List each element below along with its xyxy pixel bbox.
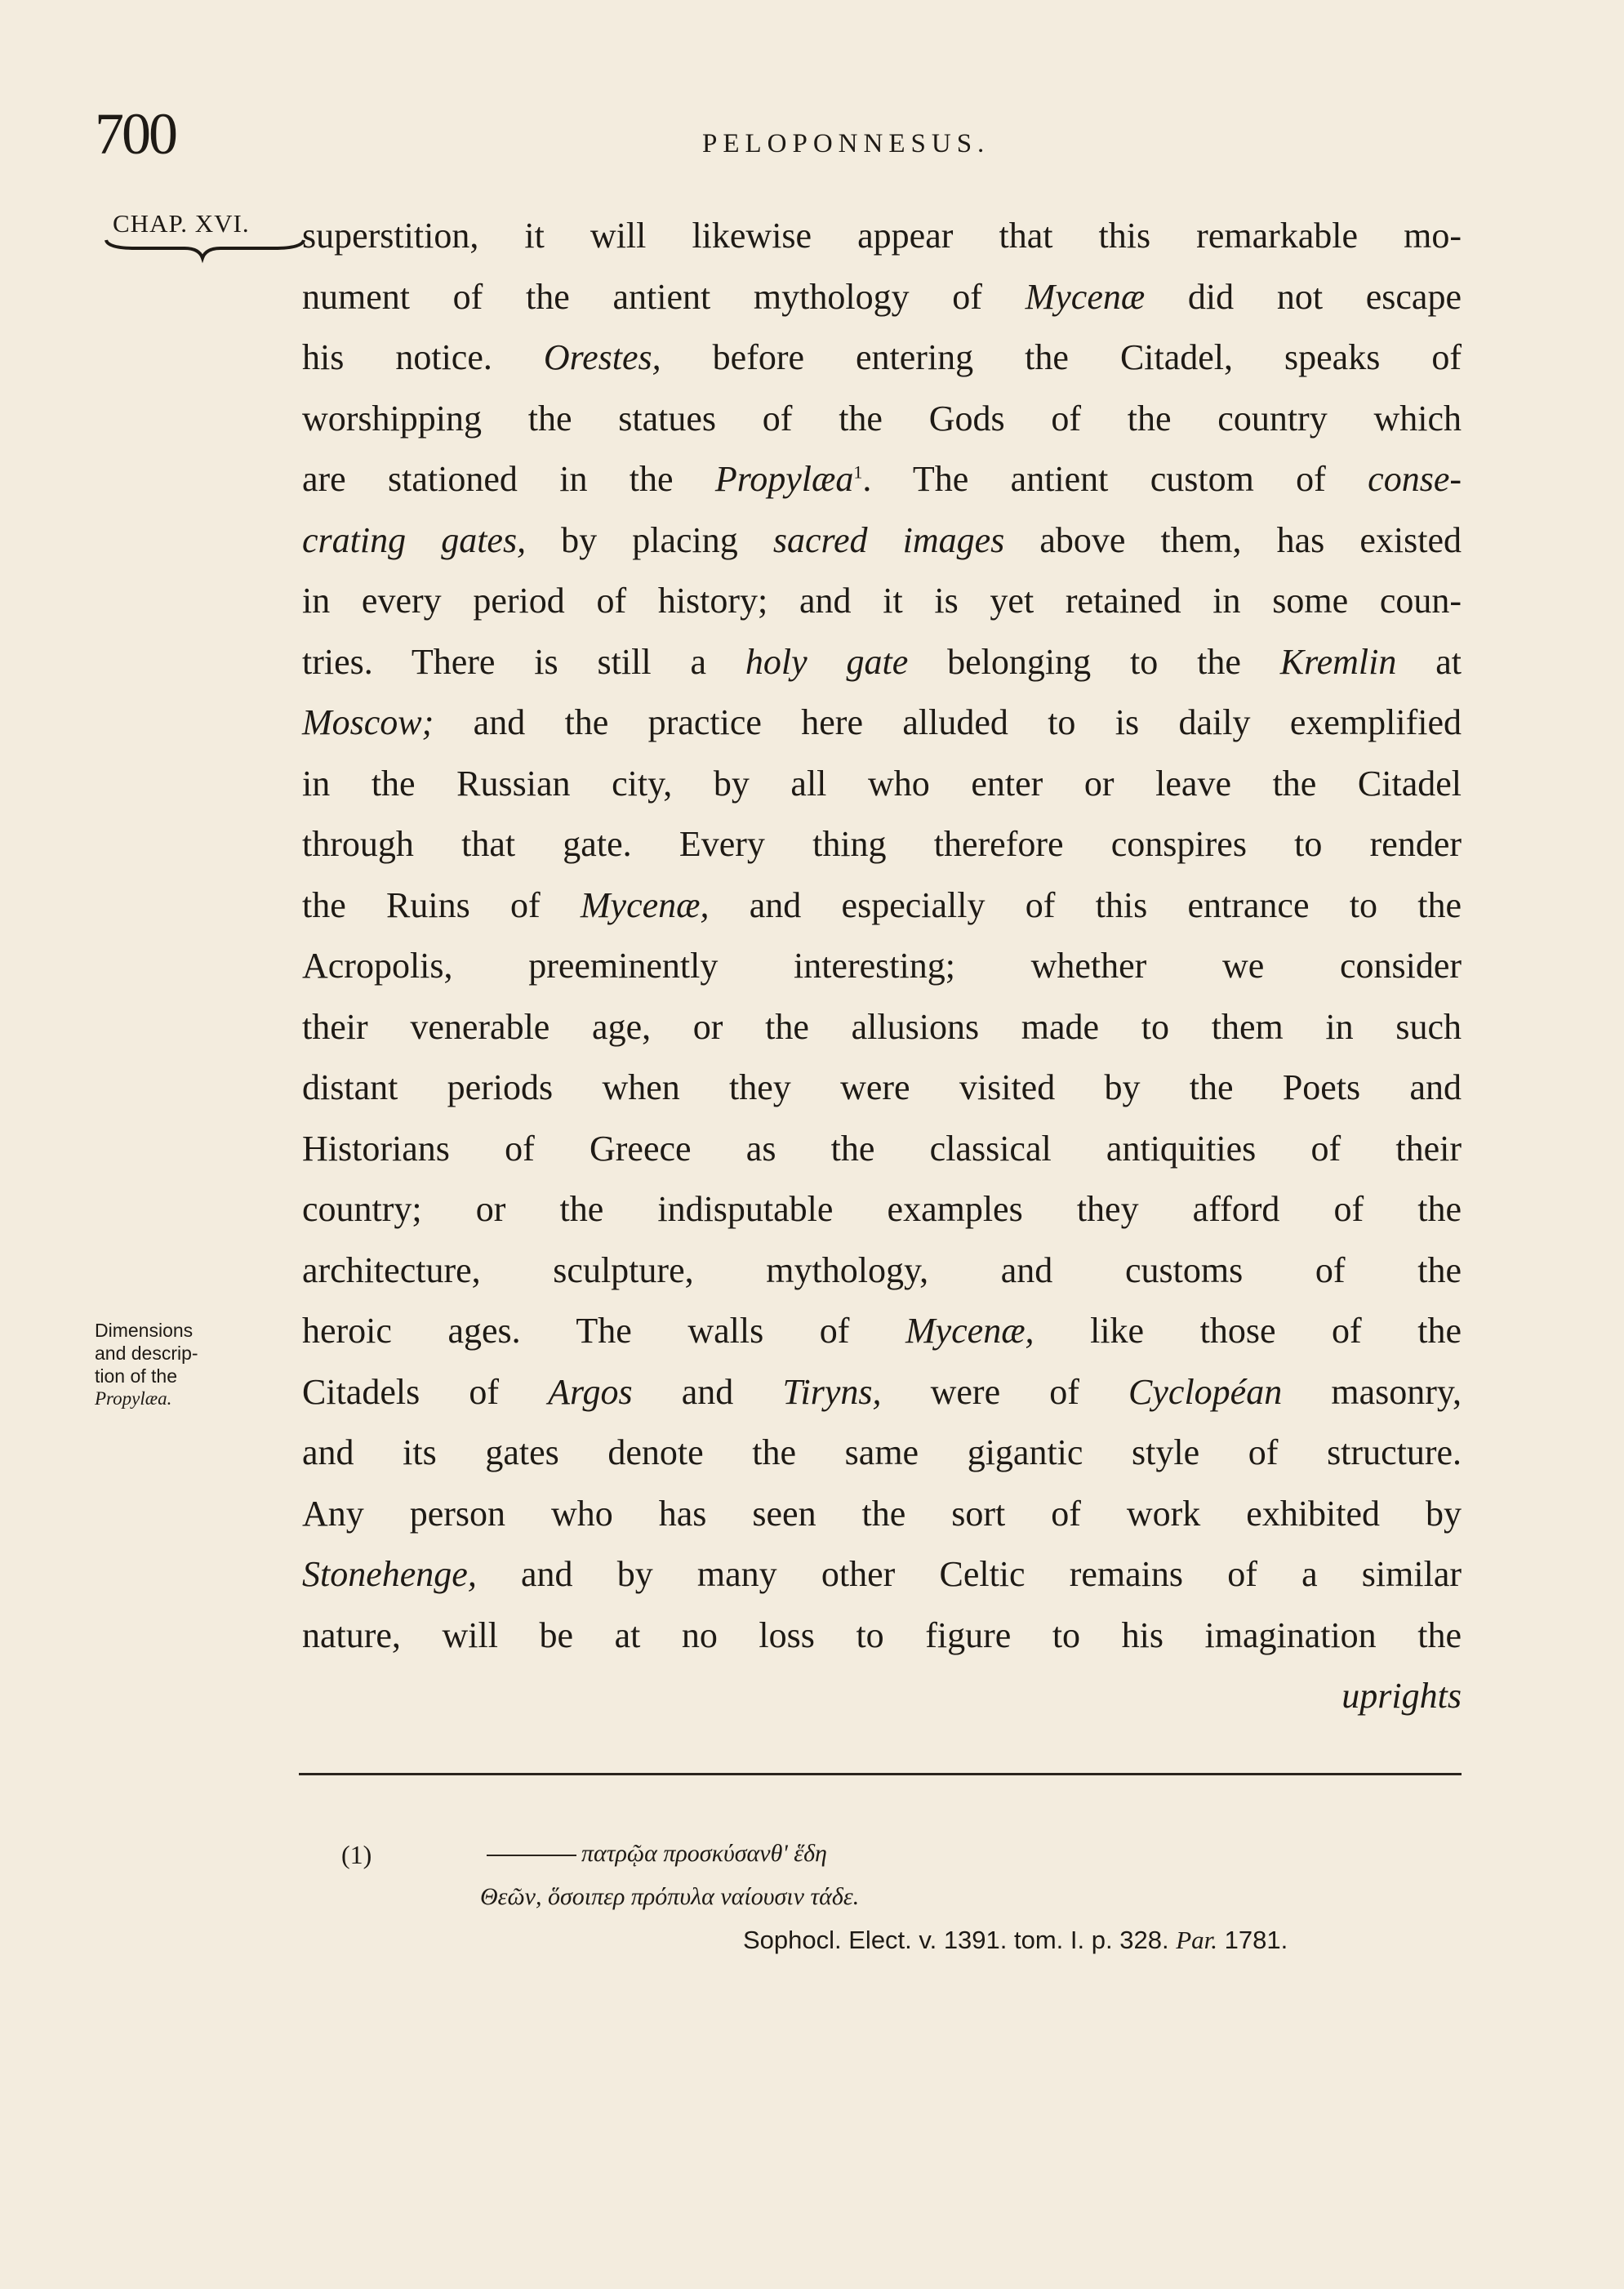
italic-run: Stonehenge, (302, 1554, 477, 1594)
text-run: his notice. (302, 337, 544, 377)
text-run: Historians of Greece as the classical antiquities of their (302, 1128, 1462, 1169)
text-line (302, 1423, 1462, 1484)
text-run: . The antient custom of (862, 459, 1368, 499)
text-run: distant periods when they were visited by the Poets and (302, 1067, 1462, 1107)
text-run: are stationed in the (302, 459, 715, 499)
text-line (302, 327, 1462, 389)
margin-note (95, 1319, 198, 1410)
text-run: through that gate. Every thing therefore conspires to render (302, 824, 1462, 864)
text-run: their venerable age, or the allusions made to them in such (302, 1006, 1462, 1047)
text-run: belonging to the (908, 641, 1280, 682)
text-run: above them, has existed (1004, 519, 1462, 560)
text-line (302, 936, 1462, 997)
margin-note-line: Propylæa. (95, 1388, 172, 1409)
italic-run: sacred images (772, 519, 1005, 560)
body-text (302, 206, 1462, 1727)
text-line (302, 1179, 1462, 1240)
text-run: by placing (526, 519, 773, 560)
text-run: the Ruins of (302, 884, 581, 925)
text-line (302, 449, 1462, 510)
italic-run: Mycenæ (1025, 276, 1146, 317)
text-line (302, 1484, 1462, 1545)
italic-run: Moscow; (302, 702, 434, 742)
text-line (302, 997, 1462, 1058)
italic-run: Tiryns, (782, 1371, 882, 1412)
text-line (302, 1362, 1462, 1423)
text-line (302, 692, 1462, 754)
text-run: nature, will be at no loss to figure to his imagination the (302, 1614, 1462, 1655)
citation-italic: Par. (1176, 1926, 1218, 1954)
text-run: before entering the Citadel, speaks of (661, 337, 1462, 377)
text-run: at (1396, 641, 1462, 682)
text-line (302, 814, 1462, 875)
text-run: like those of the (1034, 1311, 1462, 1351)
italic-run: conse- (1368, 459, 1462, 499)
footnote-greek-line: πατρῷα προσκύσανθ' ἕδη (581, 1840, 827, 1867)
text-line (302, 510, 1462, 572)
text-run: superstition, it will likewise appear that this remarkable mo- (302, 216, 1462, 256)
footnote-rule (299, 1773, 1462, 1775)
italic-run: Mycenæ, (905, 1311, 1034, 1351)
footnote-dash (487, 1855, 576, 1856)
text-run: Acropolis, preeminently interesting; whether we consider (302, 946, 1462, 986)
text-line (302, 632, 1462, 693)
text-line (302, 754, 1462, 815)
text-run: and especially of this entrance to the (709, 884, 1462, 925)
text-line (302, 1058, 1462, 1119)
text-line (302, 267, 1462, 328)
text-run: did not escape (1145, 276, 1462, 317)
text-run: country; or the indisputable examples they afford of the (302, 1189, 1462, 1229)
citation-text: Sophocl. Elect. v. 1391. tom. I. p. 328. (743, 1926, 1169, 1954)
footnote-number: (1) (341, 1840, 372, 1869)
text-run: in the Russian city, by all who enter or leave the Citadel (302, 763, 1462, 804)
running-title: PELOPONNESUS. (702, 129, 990, 158)
italic-run: Cyclopéan (1128, 1371, 1283, 1412)
text-run: and (632, 1371, 783, 1412)
text-line (302, 875, 1462, 937)
text-line (302, 1605, 1462, 1667)
text-line (302, 1301, 1462, 1362)
page-number: 700 (95, 101, 176, 167)
text-line (302, 1119, 1462, 1180)
italic-run: Kremlin (1279, 641, 1397, 682)
text-line (302, 1666, 1462, 1727)
chapter-marker: CHAP. XVI. (113, 209, 250, 238)
text-line (302, 389, 1462, 450)
text-run: and its gates denote the same gigantic style of structure. (302, 1432, 1462, 1472)
text-run: Any person who has seen the sort of work exhibited by (302, 1493, 1462, 1534)
text-run: in every period of history; and it is yet retained in some coun- (302, 581, 1462, 621)
italic-run: Argos (548, 1371, 633, 1412)
margin-note-line: Dimensions (95, 1320, 194, 1341)
text-line (302, 206, 1462, 267)
text-run: Citadels of (302, 1371, 549, 1412)
margin-note-line: tion of the (95, 1365, 178, 1387)
text-run: tries. There is still a (302, 641, 745, 682)
footnote-citation (743, 1927, 1288, 1953)
italic-run: crating gates, (302, 519, 527, 560)
text-run: architecture, sculpture, mythology, and customs of the (302, 1249, 1462, 1290)
footnote-greek-line: Θεῶν, ὅσοιπερ πρόπυλα ναίουσιν τάδε. (480, 1883, 860, 1910)
text-run: and by many other Celtic remains of a similar (476, 1554, 1462, 1594)
chapter-brace (103, 237, 307, 269)
text-run: worshipping the statues of the Gods of the country which (302, 398, 1462, 439)
footnote-reference: 1 (853, 461, 863, 483)
italic-run: holy gate (745, 641, 909, 682)
text-run: masonry, (1282, 1371, 1462, 1412)
text-run: nument of the antient mythology of (302, 276, 1026, 317)
text-run: and the practice here alluded to is daily exemplified (434, 702, 1462, 742)
margin-note-line: and descrip- (95, 1343, 198, 1364)
italic-run: Orestes, (543, 337, 661, 377)
text-run: were of (881, 1371, 1129, 1412)
italic-run: Propylæa (714, 459, 854, 499)
citation-year: 1781. (1224, 1926, 1288, 1954)
text-line (302, 1240, 1462, 1302)
italic-run: Mycenæ, (580, 884, 710, 925)
italic-run: uprights (1341, 1676, 1462, 1716)
text-line (302, 571, 1462, 632)
text-run: heroic ages. The walls of (302, 1311, 905, 1351)
text-line (302, 1544, 1462, 1605)
